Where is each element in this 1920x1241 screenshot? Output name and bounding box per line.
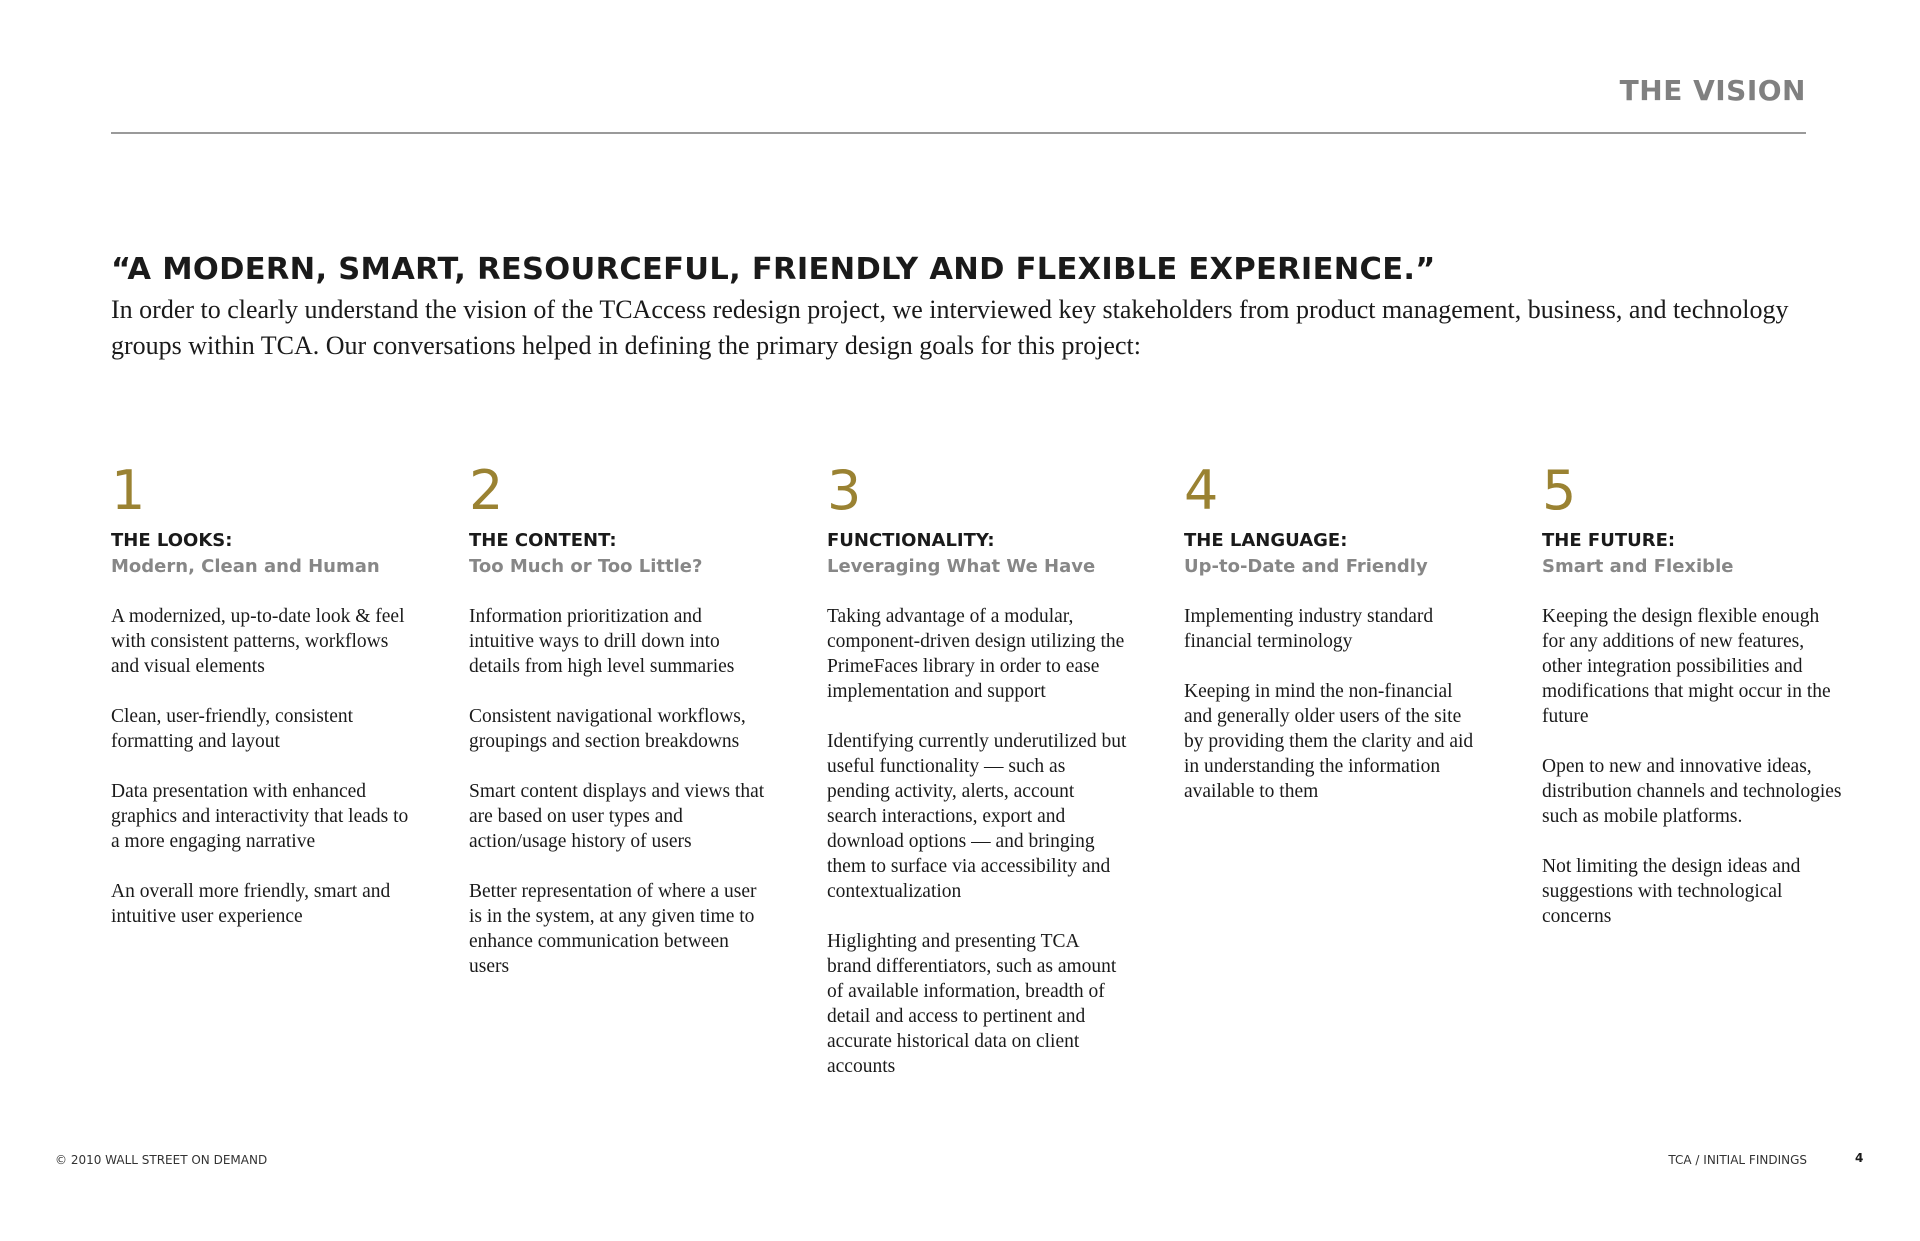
intro-paragraph: In order to clearly understand the vision of the TCAccess redesign project, we interviewed key stakeholders from product management, business, and technology groups within TCA. Our conversations helped in defining the primary design goals for this project:: [111, 295, 1789, 360]
goal-number: 2: [469, 459, 504, 522]
goal-column: [827, 456, 1127, 1104]
goal-column: [111, 456, 411, 954]
goal-title: THE FUTURE:: [1542, 530, 1676, 551]
goal-number: 4: [1184, 459, 1219, 522]
goal-subtitle: Leveraging What We Have: [827, 556, 1096, 577]
goal-point: Not limiting the design ideas and suggestions with technological concerns: [1542, 856, 1801, 927]
goal-subtitle: Too Much or Too Little?: [469, 556, 703, 577]
goal-title: FUNCTIONALITY:: [827, 530, 995, 551]
goal-subtitle: Modern, Clean and Human: [111, 556, 380, 577]
section-title: THE VISION: [1619, 74, 1806, 107]
goal-points: [469, 604, 769, 979]
goal-subtitle: Smart and Flexible: [1542, 556, 1734, 577]
goal-point: Higlighting and presenting TCA brand differentiators, such as amount of available information, breadth of detail and access to pertinent and accurate historical data on client accounts: [827, 931, 1117, 1077]
goal-point: Information prioritization and intuitive ways to drill down into details from high level summaries: [469, 606, 735, 677]
page-header: [111, 70, 1806, 134]
goal-point: An overall more friendly, smart and intuitive user experience: [111, 881, 391, 927]
goal-title: THE LANGUAGE:: [1184, 530, 1348, 551]
goal-number: 5: [1542, 459, 1577, 522]
goal-point: Keeping the design flexible enough for any additions of new features, other integration possibilities and modifications that might occur in the future: [1542, 606, 1831, 727]
goal-column: [469, 456, 769, 1004]
goal-points: [1184, 604, 1484, 804]
goal-points: [827, 604, 1127, 1079]
goal-point: Taking advantage of a modular, component-driven design utilizing the PrimeFaces library in order to ease implementation and support: [827, 606, 1125, 702]
page-number: 4: [1855, 1151, 1864, 1165]
goal-column: [1542, 456, 1842, 954]
goal-point: Better representation of where a user is in the system, at any given time to enhance communication between users: [469, 881, 757, 977]
goal-points: [1542, 604, 1842, 929]
headline: “A MODERN, SMART, RESOURCEFUL, FRIENDLY AND FLEXIBLE EXPERIENCE.”: [111, 252, 1436, 287]
goal-points: [111, 604, 411, 929]
goal-column: [1184, 456, 1484, 829]
goal-number: 3: [827, 459, 862, 522]
footer-document-title: TCA / INITIAL FINDINGS: [1668, 1153, 1807, 1167]
goal-point: Clean, user-friendly, consistent formatting and layout: [111, 706, 354, 752]
goal-point: Identifying currently underutilized but useful functionality — such as pending activity, alerts, account search interactions, export and download options — and bringing them to surface via accessibility and contextualization: [827, 731, 1127, 902]
goal-title: THE CONTENT:: [469, 530, 617, 551]
goal-point: Implementing industry standard financial terminology: [1184, 606, 1434, 652]
footer-copyright: © 2010 WALL STREET ON DEMAND: [55, 1153, 268, 1167]
goal-point: Data presentation with enhanced graphics and interactivity that leads to a more engaging narrative: [111, 781, 409, 852]
goal-point: A modernized, up-to-date look & feel with consistent patterns, workflows and visual elements: [111, 606, 405, 677]
goal-subtitle: Up-to-Date and Friendly: [1184, 556, 1428, 577]
goal-title: THE LOOKS:: [111, 530, 233, 551]
goal-point: Smart content displays and views that are based on user types and action/usage history of users: [469, 781, 765, 852]
goal-number: 1: [111, 459, 146, 522]
goal-point: Open to new and innovative ideas, distribution channels and technologies such as mobile platforms.: [1542, 756, 1842, 827]
goal-point: Keeping in mind the non-financial and generally older users of the site by providing them the clarity and aid in understanding the information available to them: [1184, 681, 1474, 802]
goal-point: Consistent navigational workflows, groupings and section breakdowns: [469, 706, 746, 752]
